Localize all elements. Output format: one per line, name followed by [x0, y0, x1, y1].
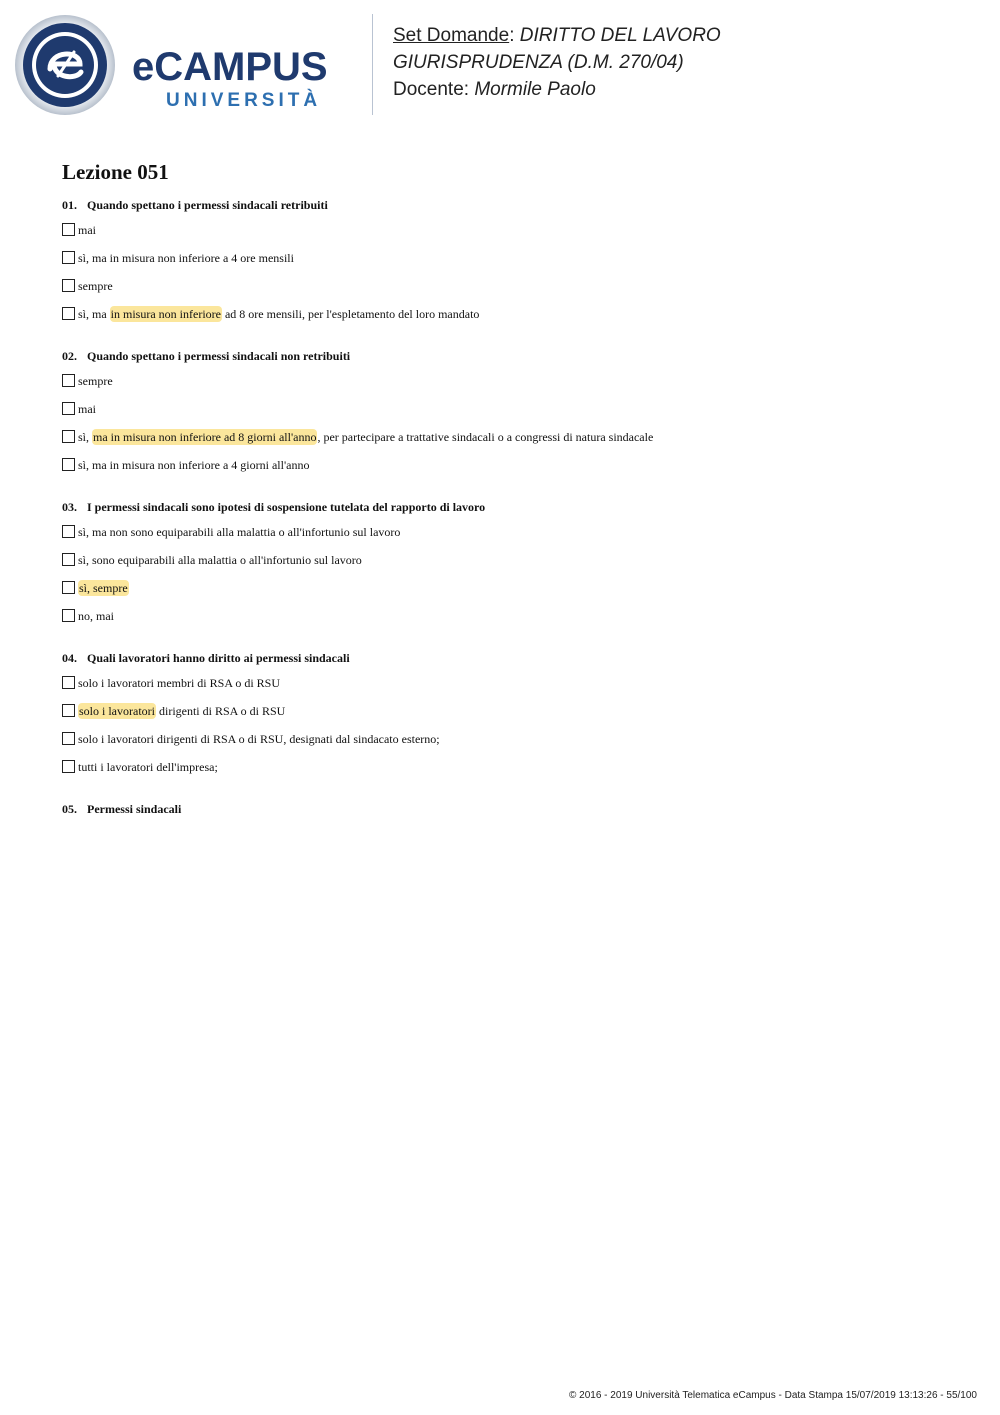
- answer-checkbox[interactable]: [62, 223, 75, 236]
- answer-text-before: sempre: [78, 279, 113, 293]
- answer-checkbox[interactable]: [62, 251, 75, 264]
- ecampus-logo: [14, 14, 359, 118]
- header-divider: [372, 14, 373, 115]
- answer-text: [78, 250, 294, 266]
- highlighted-text: in misura non inferiore: [110, 307, 221, 321]
- highlighted-text: ma in misura non inferiore ad 8 giorni all'anno: [93, 430, 317, 444]
- answer-checkbox[interactable]: [62, 732, 75, 745]
- question-block: [62, 650, 962, 787]
- answer-option[interactable]: [62, 278, 962, 306]
- answer-text: [78, 524, 400, 540]
- answer-text-before: sì, ma: [78, 307, 110, 321]
- answer-text-before: tutti i lavoratori dell'impresa;: [78, 760, 218, 774]
- answer-option[interactable]: [62, 675, 962, 703]
- question-block: [62, 348, 962, 485]
- question-title: [62, 197, 962, 213]
- answer-checkbox[interactable]: [62, 458, 75, 471]
- answer-option[interactable]: [62, 608, 962, 636]
- answer-option[interactable]: [62, 552, 962, 580]
- answer-text-before: sì, ma in misura non inferiore a 4 ore mensili: [78, 251, 294, 265]
- highlighted-text: solo i lavoratori: [79, 704, 155, 718]
- question-number: 01.: [62, 198, 77, 212]
- docente-name: Mormile Paolo: [474, 79, 596, 100]
- question-number: 03.: [62, 500, 77, 514]
- answer-option[interactable]: [62, 373, 962, 401]
- answer-checkbox[interactable]: [62, 374, 75, 387]
- question-title: [62, 650, 962, 666]
- question-title: [62, 348, 962, 364]
- lesson-title: Lezione 051: [62, 160, 169, 184]
- answer-option[interactable]: [62, 401, 962, 429]
- answer-text-after: ad 8 ore mensili, per l'espletamento del loro mandato: [221, 307, 480, 321]
- answer-checkbox[interactable]: [62, 525, 75, 538]
- answer-checkbox[interactable]: [62, 402, 75, 415]
- answer-text-before: sì, sono equiparabili alla malattia o all'infortunio sul lavoro: [78, 553, 362, 567]
- answer-text-before: mai: [78, 402, 96, 416]
- question-number: 04.: [62, 651, 77, 665]
- answer-text: [78, 278, 113, 294]
- answer-text: [78, 306, 479, 322]
- question-block: [62, 801, 962, 826]
- answer-checkbox[interactable]: [62, 609, 75, 622]
- answer-checkbox[interactable]: [62, 430, 75, 443]
- answer-text-before: mai: [78, 223, 96, 237]
- question-title: [62, 499, 962, 515]
- answer-text: [78, 429, 653, 445]
- question-block: [62, 197, 962, 334]
- question-title: [62, 801, 962, 817]
- answer-checkbox[interactable]: [62, 704, 75, 717]
- answer-text-after: , per partecipare a trattative sindacali o a congressi di natura sindacale: [317, 430, 654, 444]
- svg-text:eCAMPUS: eCAMPUS: [132, 45, 328, 89]
- answer-checkbox[interactable]: [62, 307, 75, 320]
- answer-text: [78, 401, 96, 417]
- answer-text: [78, 457, 309, 473]
- question-text: Quando spettano i permessi sindacali retribuiti: [87, 198, 328, 212]
- answer-text-before: sì, ma in misura non inferiore a 4 giorni all'anno: [78, 458, 310, 472]
- answer-option[interactable]: [62, 306, 962, 334]
- course-info: Set Domande: DIRITTO DEL LAVORO GIURISPRUDENZA (D.M. 270/04) Docente: Mormile Paolo: [393, 25, 721, 100]
- answer-text: [78, 703, 285, 719]
- answer-text-before: sì,: [78, 430, 93, 444]
- answer-option[interactable]: [62, 222, 962, 250]
- question-text: Quando spettano i permessi sindacali non retribuiti: [87, 349, 351, 363]
- answer-option[interactable]: [62, 759, 962, 787]
- answer-checkbox[interactable]: [62, 553, 75, 566]
- answer-text-before: sempre: [78, 374, 113, 388]
- answer-text-before: solo i lavoratori dirigenti di RSA o di RSU, designati dal sindacato esterno;: [78, 732, 440, 746]
- answer-option[interactable]: [62, 250, 962, 278]
- answer-option[interactable]: [62, 731, 962, 759]
- set-label: Set Domande: [393, 25, 510, 46]
- question-number: 02.: [62, 349, 77, 363]
- answer-option[interactable]: [62, 524, 962, 552]
- question-text: I permessi sindacali sono ipotesi di sospensione tutelata del rapporto di lavoro: [87, 500, 486, 514]
- answer-text-before: sì, ma non sono equiparabili alla malattia o all'infortunio sul lavoro: [78, 525, 401, 539]
- svg-text:UNIVERSITÀ: UNIVERSITÀ: [166, 90, 322, 111]
- question-text: Quali lavoratori hanno diritto ai permessi sindacali: [87, 651, 350, 665]
- question-text: Permessi sindacali: [87, 802, 182, 816]
- answer-text-before: solo i lavoratori membri di RSA o di RSU: [78, 676, 281, 690]
- answer-option[interactable]: [62, 703, 962, 731]
- answer-checkbox[interactable]: [62, 279, 75, 292]
- answer-text: [78, 222, 96, 238]
- answer-text-before: no, mai: [78, 609, 114, 623]
- answer-option[interactable]: [62, 580, 962, 608]
- highlighted-text: sì, sempre: [79, 581, 128, 595]
- ecampus-seal-icon: [15, 15, 115, 115]
- answer-text: [78, 675, 280, 691]
- page-footer: © 2016 - 2019 Università Telematica eCampus - Data Stampa 15/07/2019 13:13:26 - 55/100: [569, 1390, 977, 1401]
- answer-text: [78, 552, 362, 568]
- answer-text: [78, 580, 129, 596]
- answer-text-after: dirigenti di RSA o di RSU: [155, 704, 286, 718]
- question-number: 05.: [62, 802, 77, 816]
- answer-text: [78, 608, 114, 624]
- answer-text: [78, 759, 218, 775]
- docente-label: Docente:: [393, 79, 470, 100]
- set-value: DIRITTO DEL LAVORO: [519, 25, 721, 46]
- answer-checkbox[interactable]: [62, 676, 75, 689]
- answer-checkbox[interactable]: [62, 581, 75, 594]
- answer-text: [78, 373, 113, 389]
- answer-text: [78, 731, 440, 747]
- answer-checkbox[interactable]: [62, 760, 75, 773]
- answer-option[interactable]: [62, 457, 962, 485]
- answer-option[interactable]: [62, 429, 962, 457]
- set-value-2: GIURISPRUDENZA (D.M. 270/04): [393, 52, 684, 73]
- question-block: [62, 499, 962, 636]
